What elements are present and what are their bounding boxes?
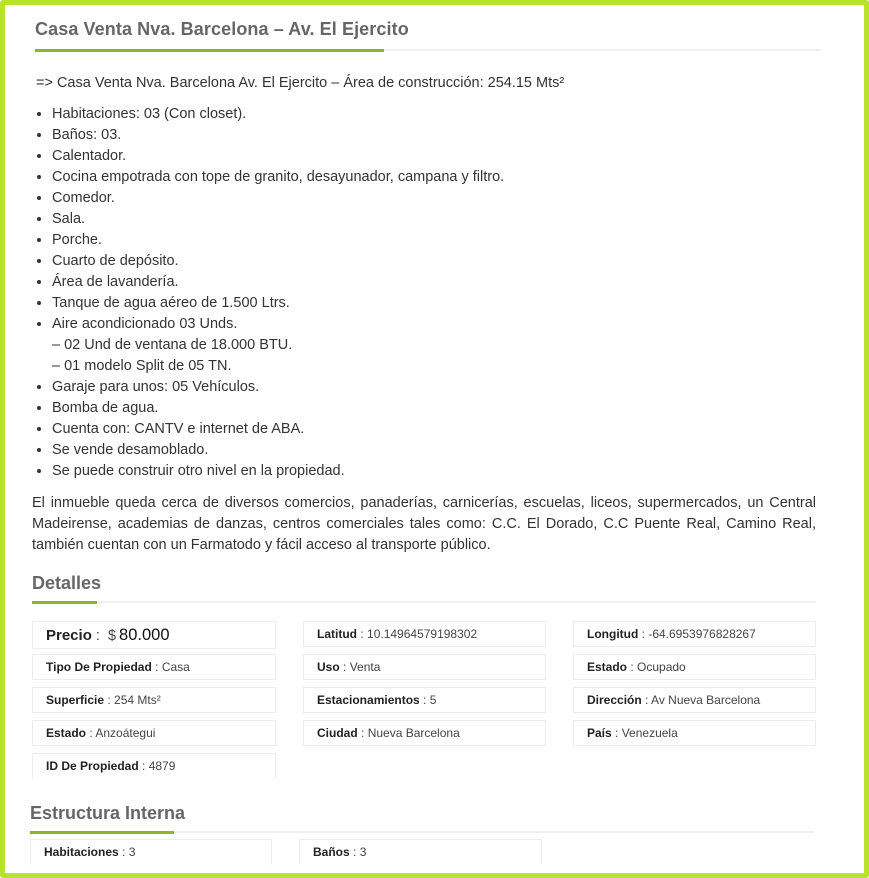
ac-details-list xyxy=(52,335,504,377)
field-value: Nueva Barcelona xyxy=(367,726,460,740)
sub-list-item: – 02 Und de ventana de 18.000 BTU. xyxy=(52,337,293,353)
parking-field: Estacionamientos : 5 xyxy=(303,687,546,713)
field-value: 254 Mts² xyxy=(114,693,161,707)
list-item: • Cocina empotrada con tope de granito, desayunador, campana y filtro. xyxy=(52,167,504,188)
list-item: • Garaje para unos: 05 Vehículos. xyxy=(52,377,504,398)
field-label: Estado xyxy=(587,660,628,674)
field-label: Latitud xyxy=(317,627,357,641)
list-item: • Sala. xyxy=(52,209,504,230)
list-item xyxy=(52,314,504,377)
list-item: • Cuenta con: CANTV e internet de ABA. xyxy=(52,419,504,440)
field-value: -64.6953976828267 xyxy=(648,627,756,641)
field-label: País xyxy=(587,726,612,740)
currency-symbol: $ xyxy=(107,628,117,644)
status-field: Estado : Ocupado xyxy=(573,654,816,680)
list-item: • Porche. xyxy=(52,230,504,251)
list-item: • Área de lavandería. xyxy=(52,272,504,293)
internal-structure-header xyxy=(30,801,814,833)
field-value: 3 xyxy=(128,845,136,859)
country-field: País : Venezuela xyxy=(573,720,816,746)
page-title: Casa Venta Nva. Barcelona – Av. El Ejercito xyxy=(35,19,409,39)
field-value: 4879 xyxy=(148,759,176,773)
details-underline xyxy=(32,601,97,604)
internal-structure-heading: Estructura Interna xyxy=(30,803,186,823)
details-header xyxy=(32,571,816,603)
list-item: • Bomba de agua. xyxy=(52,398,504,419)
property-type-field: Tipo De Propiedad : Casa xyxy=(32,654,276,680)
field-label: Estado xyxy=(46,726,87,740)
property-id-field: ID De Propiedad : 4879 xyxy=(32,753,276,779)
price-label: Precio xyxy=(46,627,92,644)
field-label: Dirección xyxy=(587,693,642,707)
field-label: Estacionamientos xyxy=(317,693,420,707)
listing-content xyxy=(5,5,864,873)
list-item: • Se puede construir otro nivel en la propiedad. xyxy=(52,461,504,482)
baths-field: Baños : 3 xyxy=(299,839,542,865)
description-text: El inmueble queda cerca de diversos comercios, panaderías, carnicerías, escuelas, liceos, supermercados, un Central Madeirense, academias de danzas, centros comerciales tales como: C.C. El Dorado, C.C Puente Real, Camino Real, también cuentan con un Farmatodo y fácil acceso al transporte público. xyxy=(32,495,816,553)
field-label: Superficie xyxy=(46,693,105,707)
field-label: Ciudad xyxy=(317,726,358,740)
address-field: Dirección : Av Nueva Barcelona xyxy=(573,687,816,713)
field-value: Venezuela xyxy=(621,726,678,740)
field-label: Tipo De Propiedad xyxy=(46,660,152,674)
price-value: 80.000 xyxy=(119,626,170,644)
list-item: • Calentador. xyxy=(52,146,504,167)
intro-text: => Casa Venta Nva. Barcelona Av. El Ejercito – Área de construcción: 254.15 Mts² xyxy=(36,75,565,91)
field-value: 10.14964579198302 xyxy=(367,627,478,641)
list-item: • Se vende desamoblado. xyxy=(52,440,504,461)
features-list xyxy=(27,104,504,482)
list-item: • Baños: 03. xyxy=(52,125,504,146)
field-label: Habitaciones xyxy=(44,845,119,859)
field-value: 5 xyxy=(429,693,437,707)
state-field: Estado : Anzoátegui xyxy=(32,720,276,746)
internal-structure-underline xyxy=(30,831,174,834)
title-header xyxy=(35,13,821,51)
field-label: Uso xyxy=(317,660,340,674)
field-value: Ocupado xyxy=(637,660,686,674)
field-label: Longitud xyxy=(587,627,639,641)
field-value: Casa xyxy=(161,660,190,674)
field-value: Av Nueva Barcelona xyxy=(651,693,761,707)
price-field: Precio : $ 80.000 xyxy=(32,621,276,649)
list-item: • Habitaciones: 03 (Con closet). xyxy=(52,104,504,125)
use-field: Uso : Venta xyxy=(303,654,546,680)
list-item: • Cuarto de depósito. xyxy=(52,251,504,272)
list-item: • Tanque de agua aéreo de 1.500 Ltrs. xyxy=(52,293,504,314)
list-item: • Comedor. xyxy=(52,188,504,209)
field-label: ID De Propiedad xyxy=(46,759,139,773)
city-field: Ciudad : Nueva Barcelona xyxy=(303,720,546,746)
longitude-field: Longitud : -64.6953976828267 xyxy=(573,621,816,647)
field-value: Venta xyxy=(349,660,381,674)
field-value: Anzoátegui xyxy=(95,726,156,740)
field-value: 3 xyxy=(359,845,367,859)
latitude-field: Latitud : 10.14964579198302 xyxy=(303,621,546,647)
list-item-text: Aire acondicionado 03 Unds. xyxy=(52,316,238,332)
field-label: Baños xyxy=(313,845,350,859)
details-heading: Detalles xyxy=(32,573,102,593)
title-underline xyxy=(35,49,384,52)
sub-list-item: – 01 modelo Split de 05 TN. xyxy=(52,358,232,374)
rooms-field: Habitaciones : 3 xyxy=(30,839,272,865)
area-field: Superficie : 254 Mts² xyxy=(32,687,276,713)
